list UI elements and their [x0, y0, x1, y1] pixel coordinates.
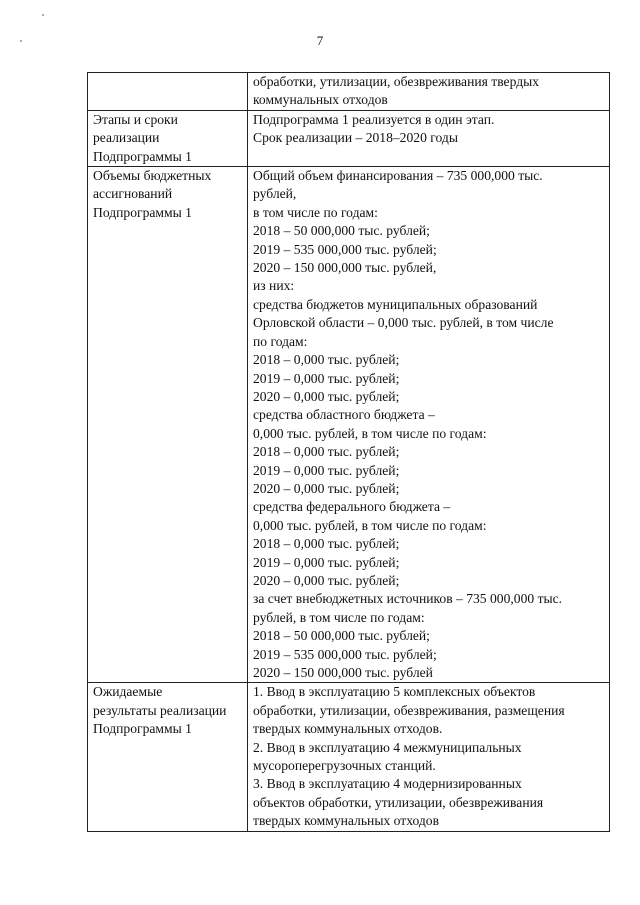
text-line: 0,000 тыс. рублей, в том числе по годам:	[253, 425, 487, 441]
text-line: Орловской области – 0,000 тыс. рублей, в том числе	[253, 315, 554, 331]
text-line: в том числе по годам:	[253, 204, 378, 220]
text-line: 2020 – 150 000,000 тыс. рублей,	[253, 260, 437, 276]
text-line: 2019 – 535 000,000 тыс. рублей;	[253, 646, 437, 662]
text-line: 2. Ввод в эксплуатацию 4 межмуниципальных	[253, 739, 522, 755]
table-row	[88, 167, 610, 683]
text-line: рублей,	[253, 186, 297, 202]
text-line: Этапы и сроки	[93, 111, 178, 127]
row-label-cell	[88, 73, 248, 111]
text-line: 2018 – 0,000 тыс. рублей;	[253, 444, 400, 460]
text-line: 2018 – 50 000,000 тыс. рублей;	[253, 628, 430, 644]
table-row	[88, 73, 610, 111]
text-line: из них:	[253, 278, 295, 294]
page-number: 7	[316, 33, 324, 48]
text-line: ассигнований	[93, 186, 173, 202]
text-line: 2019 – 0,000 тыс. рублей;	[253, 370, 400, 386]
text-line: 1. Ввод в эксплуатацию 5 комплексных объектов	[253, 684, 536, 700]
text-line: 2018 – 0,000 тыс. рублей;	[253, 536, 400, 552]
table-row	[88, 110, 610, 166]
text-line: средства областного бюджета –	[253, 407, 435, 423]
row-value-cell	[248, 683, 610, 831]
text-line: средства бюджетов муниципальных образований	[253, 296, 538, 312]
text-line: коммунальных отходов	[253, 92, 388, 108]
text-line: результаты реализации	[93, 702, 227, 718]
text-line: Объемы бюджетных	[93, 168, 212, 184]
text-line: 2020 – 0,000 тыс. рублей;	[253, 388, 400, 404]
text-line: 0,000 тыс. рублей, в том числе по годам:	[253, 517, 487, 533]
text-line: 2020 – 0,000 тыс. рублей;	[253, 480, 400, 496]
text-line: за счет внебюджетных источников – 735 000,000 тыс.	[253, 591, 563, 607]
text-line: 2019 – 535 000,000 тыс. рублей;	[253, 241, 437, 257]
row-label-cell	[88, 683, 248, 831]
text-line: средства федерального бюджета –	[253, 499, 451, 515]
text-line: твердых коммунальных отходов.	[253, 721, 443, 737]
row-value-cell	[248, 110, 610, 166]
text-line: рублей, в том числе по годам:	[253, 609, 425, 625]
text-line: Ожидаемые	[93, 684, 163, 700]
text-line: реализации	[93, 130, 160, 146]
row-value-cell	[248, 73, 610, 111]
text-line: твердых коммунальных отходов	[253, 813, 440, 829]
text-line: 2020 – 150 000,000 тыс. рублей	[253, 665, 433, 680]
text-line: обработки, утилизации, обезвреживания, размещения	[253, 702, 565, 718]
text-line: 3. Ввод в эксплуатацию 4 модернизированных	[253, 776, 522, 792]
row-label-cell	[88, 167, 248, 683]
text-line: Срок реализации – 2018–2020 годы	[253, 130, 458, 146]
text-line: объектов обработки, утилизации, обезвреживания	[253, 794, 544, 810]
text-line: Подпрограммы 1	[93, 204, 192, 220]
text-line: Подпрограммы 1	[93, 721, 192, 737]
text-line: 2018 – 0,000 тыс. рублей;	[253, 352, 400, 368]
text-line: по годам:	[253, 333, 308, 349]
table-row	[88, 683, 610, 831]
text-line: Подпрограммы 1	[93, 148, 192, 164]
text-line: обработки, утилизации, обезвреживания твердых	[253, 74, 540, 89]
row-value-cell	[248, 167, 610, 683]
text-line: Общий объем финансирования – 735 000,000 тыс.	[253, 168, 543, 184]
scan-speck	[42, 14, 44, 16]
row-label-cell	[88, 110, 248, 166]
text-line: 2018 – 50 000,000 тыс. рублей;	[253, 223, 430, 239]
text-line: 2019 – 0,000 тыс. рублей;	[253, 462, 400, 478]
text-line: мусороперегрузочных станций.	[253, 758, 436, 774]
text-line: 2019 – 0,000 тыс. рублей;	[253, 554, 400, 570]
subprogram-passport-table	[87, 72, 610, 832]
text-line: Подпрограмма 1 реализуется в один этап.	[253, 111, 495, 127]
text-line: 2020 – 0,000 тыс. рублей;	[253, 572, 400, 588]
